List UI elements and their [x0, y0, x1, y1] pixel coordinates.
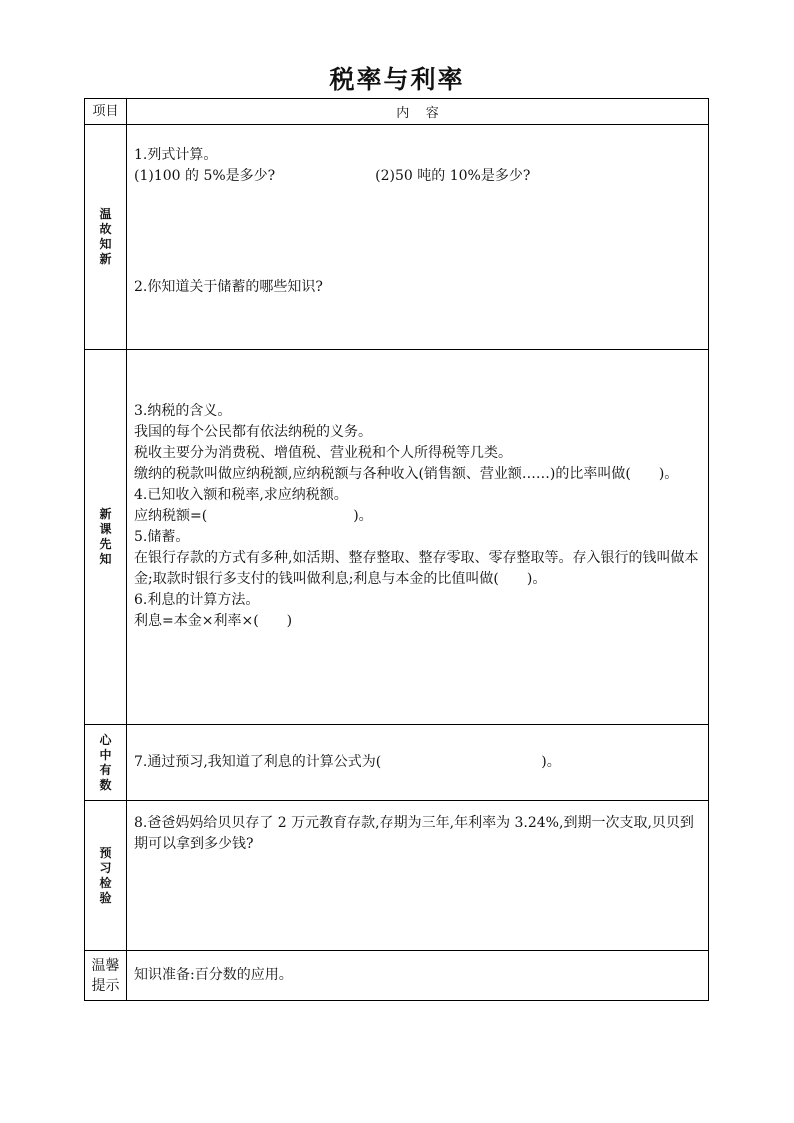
worksheet-table	[84, 98, 709, 1001]
new-line-tax-types: 税收主要分为消费税、增值税、营业税和个人所得税等几类。	[134, 445, 512, 461]
new-line-interest: 利息=本金×利率×( )	[134, 613, 293, 629]
new-line-savings: 在银行存款的方式有多种,如活期、整存整取、整存零取、零存整取等。存入银行的钱叫做本金;取款时银行多支付的钱叫做利息;利息与本金的比值叫做( )。	[134, 550, 699, 587]
new-line-5: 5.储蓄。	[134, 529, 190, 545]
mind-content-cell	[127, 725, 709, 801]
question-8: 8.爸爸妈妈给贝贝存了 2 万元教育存款,存期为三年,年利率为 3.24%,到期一次支取,贝贝到期可以拿到多少钱?	[134, 815, 694, 852]
question-7-close: )。	[541, 754, 561, 770]
new-lesson-row	[85, 350, 709, 725]
new-lesson-label: 新课先知	[99, 507, 112, 566]
new-lesson-label-cell	[85, 350, 127, 725]
tips-text: 知识准备:百分数的应用。	[134, 967, 293, 983]
question-1a: (1)100 的 5%是多少?	[134, 168, 276, 184]
question-1-parts	[134, 166, 702, 187]
question-7-text: 7.通过预习,我知道了利息的计算公式为(	[134, 754, 382, 770]
check-content-cell	[127, 801, 709, 951]
header-item-cell: 项目	[85, 99, 127, 125]
formula-left: 应纳税额=(	[134, 508, 208, 524]
new-lesson-content-cell	[127, 350, 709, 725]
tips-row	[85, 951, 709, 1001]
new-line-4: 4.已知收入额和税率,求应纳税额。	[134, 487, 348, 503]
new-line-3: 3.纳税的含义。	[134, 403, 232, 419]
new-line-formula	[134, 506, 702, 527]
question-1: 1.列式计算。	[134, 147, 218, 163]
new-line-6: 6.利息的计算方法。	[134, 592, 260, 608]
review-content-cell	[127, 125, 709, 350]
new-line-tax-rate: 缴纳的税款叫做应纳税额,应纳税额与各种收入(销售额、营业额……)的比率叫做( )。	[134, 466, 679, 482]
review-label: 温故知新	[99, 207, 112, 266]
question-1b: (2)50 吨的 10%是多少?	[375, 168, 531, 184]
tips-label: 温馨提示	[91, 957, 120, 994]
question-2: 2.你知道关于储蓄的哪些知识?	[134, 279, 323, 295]
tips-content-cell	[127, 951, 709, 1001]
mind-row	[85, 725, 709, 801]
check-row	[85, 801, 709, 951]
review-row	[85, 125, 709, 350]
mind-label: 心中有数	[99, 732, 112, 792]
page-title: 税率与利率	[329, 65, 465, 94]
header-content-label: 内 容	[396, 106, 439, 121]
new-line-duty: 我国的每个公民都有依法纳税的义务。	[134, 424, 372, 440]
question-7	[134, 752, 702, 773]
header-content-cell	[127, 99, 709, 125]
review-label-cell	[85, 125, 127, 350]
tips-label-cell	[85, 951, 127, 1001]
formula-right: )。	[353, 508, 373, 524]
check-label-cell	[85, 801, 127, 951]
table-header-row	[85, 99, 709, 125]
mind-label-cell	[85, 725, 127, 801]
check-label: 预习检验	[99, 845, 112, 905]
